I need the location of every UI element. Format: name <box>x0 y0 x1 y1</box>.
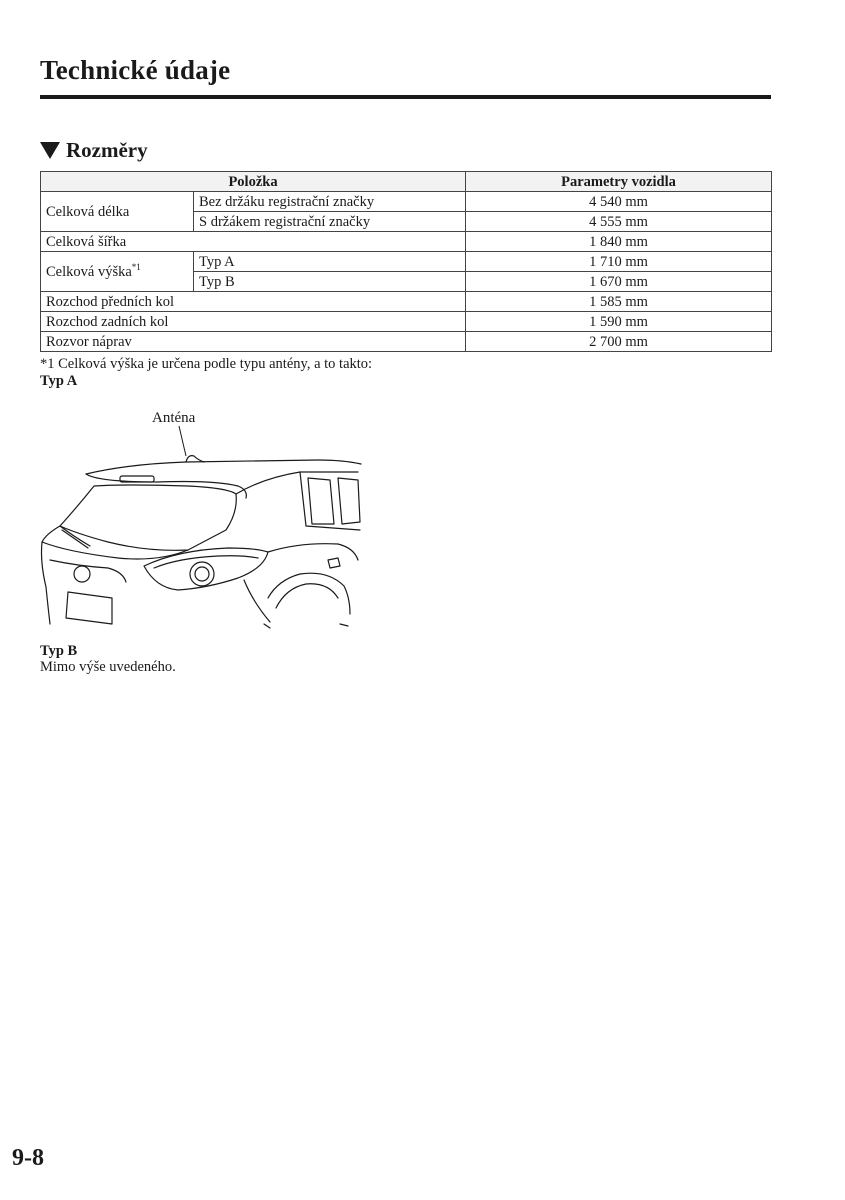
row-label-length: Celková délka <box>41 192 194 232</box>
section-heading <box>40 138 148 163</box>
row-value: 1 590 mm <box>466 312 772 332</box>
row-value: 2 700 mm <box>466 332 772 352</box>
triangle-down-icon <box>40 142 60 159</box>
row-value: 1 585 mm <box>466 292 772 312</box>
table-header-row <box>41 172 772 192</box>
section-heading-text: Rozměry <box>66 138 148 162</box>
typ-b-description: Mimo výše uvedeného. <box>40 659 176 675</box>
row-label-width: Celková šířka <box>41 232 466 252</box>
row-sublabel: S držákem registrační značky <box>194 212 466 232</box>
height-label-text: Celková výška <box>46 263 132 280</box>
dimensions-table <box>40 171 772 352</box>
row-value: 4 540 mm <box>466 192 772 212</box>
page-title: Technické údaje <box>40 55 231 85</box>
row-label-height <box>41 252 194 292</box>
table-row <box>41 252 772 272</box>
row-value: 4 555 mm <box>466 212 772 232</box>
header-parameters: Parametry vozidla <box>466 172 772 192</box>
typ-a-heading: Typ A <box>40 373 78 389</box>
row-value: 1 840 mm <box>466 232 772 252</box>
table-row <box>41 332 772 352</box>
table-row <box>41 232 772 252</box>
table-row <box>41 312 772 332</box>
row-sublabel: Bez držáku registrační značky <box>194 192 466 212</box>
table-row <box>41 292 772 312</box>
row-sublabel: Typ B <box>194 272 466 292</box>
antenna-leader-line <box>179 426 186 456</box>
antenna-label: Anténa <box>152 410 196 426</box>
header-item: Položka <box>41 172 466 192</box>
page-number: 9-8 <box>12 1145 44 1171</box>
row-value: 1 710 mm <box>466 252 772 272</box>
table-row <box>41 192 772 212</box>
footnote: *1 Celková výška je určena podle typu antény, a to takto: <box>40 356 373 372</box>
title-rule <box>40 95 771 99</box>
footnote-marker: *1 <box>131 261 141 272</box>
row-value: 1 670 mm <box>466 272 772 292</box>
typ-b-heading: Typ B <box>40 643 78 659</box>
row-label-rear-track: Rozchod zadních kol <box>41 312 466 332</box>
car-outline <box>42 456 362 628</box>
car-rear-illustration <box>38 402 363 632</box>
row-label-wheelbase: Rozvor náprav <box>41 332 466 352</box>
row-label-front-track: Rozchod předních kol <box>41 292 466 312</box>
row-sublabel: Typ A <box>194 252 466 272</box>
